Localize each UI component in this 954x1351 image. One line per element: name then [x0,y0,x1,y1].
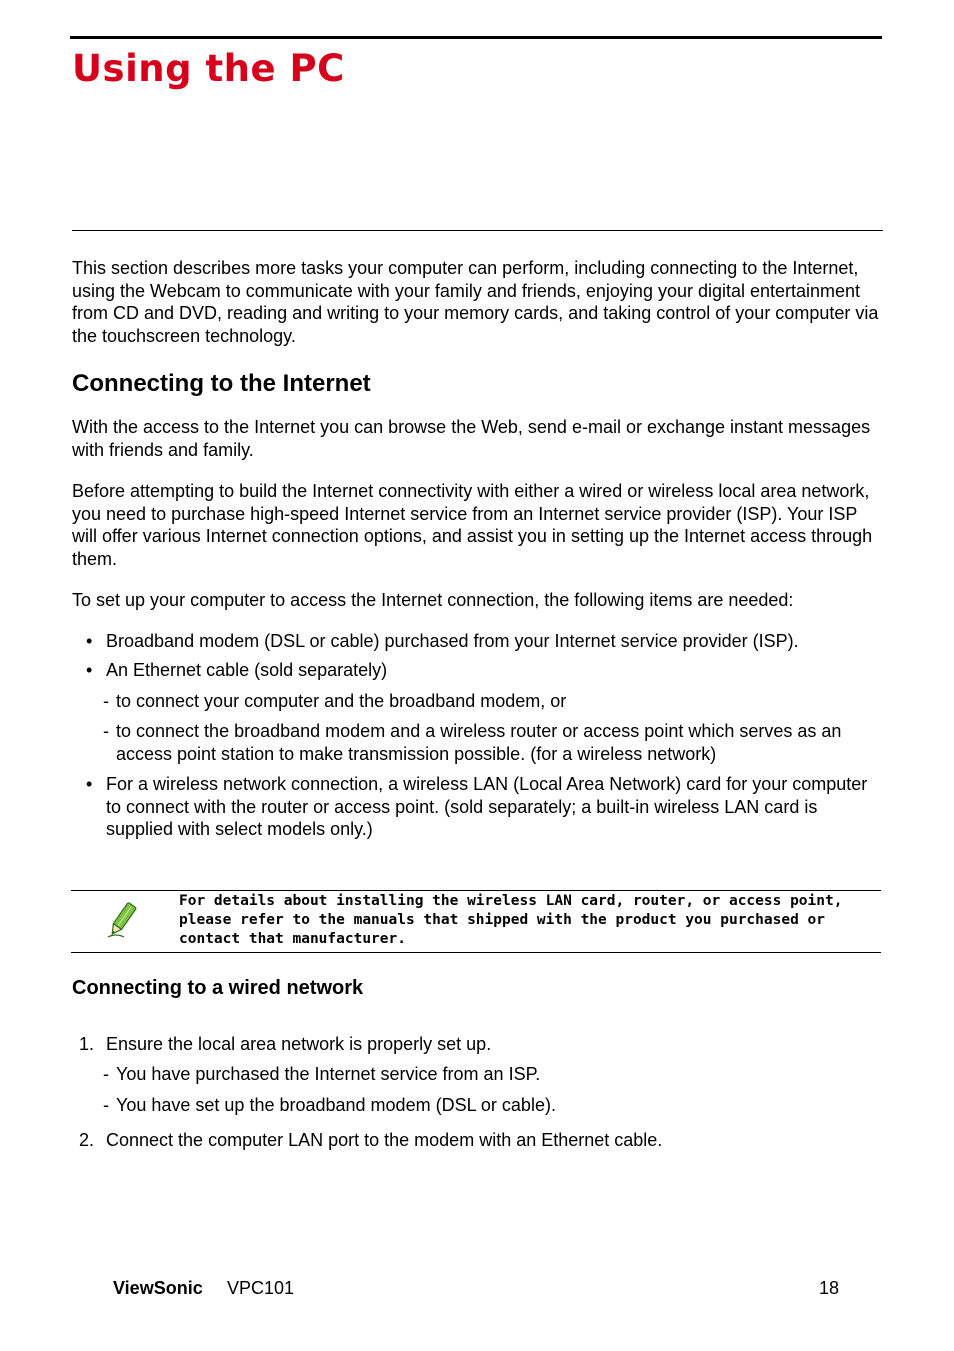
sub-list-item-text: to connect your computer and the broadband modem, or [116,691,567,711]
sub-list-item [103,1063,883,1086]
list-item [86,773,876,841]
footer-model: VPC101 [227,1278,295,1298]
sub-list-item [103,690,883,713]
numbered-step [79,1033,879,1056]
sub-list-item-text: You have purchased the Internet service from an ISP. [116,1064,541,1084]
page-title: Using the PC [72,47,345,90]
dash-glyph: - [103,1064,109,1084]
step-number: 1. [79,1034,95,1054]
bullet-glyph: • [86,660,93,680]
list-item-text: Broadband modem (DSL or cable) purchased from your Internet service provider (ISP). [106,631,799,651]
section-heading-wired: Connecting to a wired network [72,977,364,999]
pencil-note-icon [104,900,140,940]
internet-paragraph-1: With the access to the Internet you can browse the Web, send e-mail or exchange instant messages with friends and family. [72,417,871,460]
note-bottom-rule [71,952,881,953]
numbered-step [79,1129,879,1152]
list-item [86,630,876,653]
footer-brand: ViewSonic [113,1278,203,1298]
list-item-text: An Ethernet cable (sold separately) [106,660,388,680]
bullet-glyph: • [86,774,93,794]
step-number: 2. [79,1130,95,1150]
internet-paragraph-3: To set up your computer to access the Internet connection, the following items are needed: [72,590,794,610]
title-rule [72,230,883,231]
step-text: Ensure the local area network is properly set up. [106,1034,492,1054]
dash-glyph: - [103,691,109,711]
sub-list-item-text: You have set up the broadband modem (DSL or cable). [116,1095,556,1115]
note-top-rule [71,890,881,891]
step-text: Connect the computer LAN port to the modem with an Ethernet cable. [106,1130,663,1150]
sub-list-item-text: to connect the broadband modem and a wireless router or access point which serves as an access point station to make transmission possible. (for a wireless network) [116,721,842,764]
list-item [86,659,876,682]
page-number: 18 [819,1278,840,1298]
dash-glyph: - [103,1095,109,1115]
note-text: For details about installing the wireless LAN card, router, or access point, please refer to the manuals that shipped with the product you purchased or contact that manufacturer. [179,893,843,947]
intro-paragraph: This section describes more tasks your computer can perform, including connecting to the Internet, using the Webcam to communicate with your family and friends, enjoying your digital entertainment from CD and DVD, reading and writing to your memory cards, and taking control of your computer via the touchscreen technology. [72,258,879,346]
list-item-text: For a wireless network connection, a wireless LAN (Local Area Network) card for your computer to connect with the router or access point. (sold separately; a built-in wireless LAN card is supplied with select models only.) [106,774,868,839]
dash-glyph: - [103,721,109,741]
sub-list-item [103,720,883,765]
section-heading-internet: Connecting to the Internet [72,370,371,397]
top-rule [70,36,882,39]
sub-list-item [103,1094,883,1117]
bullet-glyph: • [86,631,93,651]
internet-paragraph-2: Before attempting to build the Internet connectivity with either a wired or wireless local area network, you need to purchase high-speed Internet service from an Internet service provider (ISP). Your ISP will offer various Internet connection options, and assist you in setting up the Internet access through them. [72,481,873,569]
